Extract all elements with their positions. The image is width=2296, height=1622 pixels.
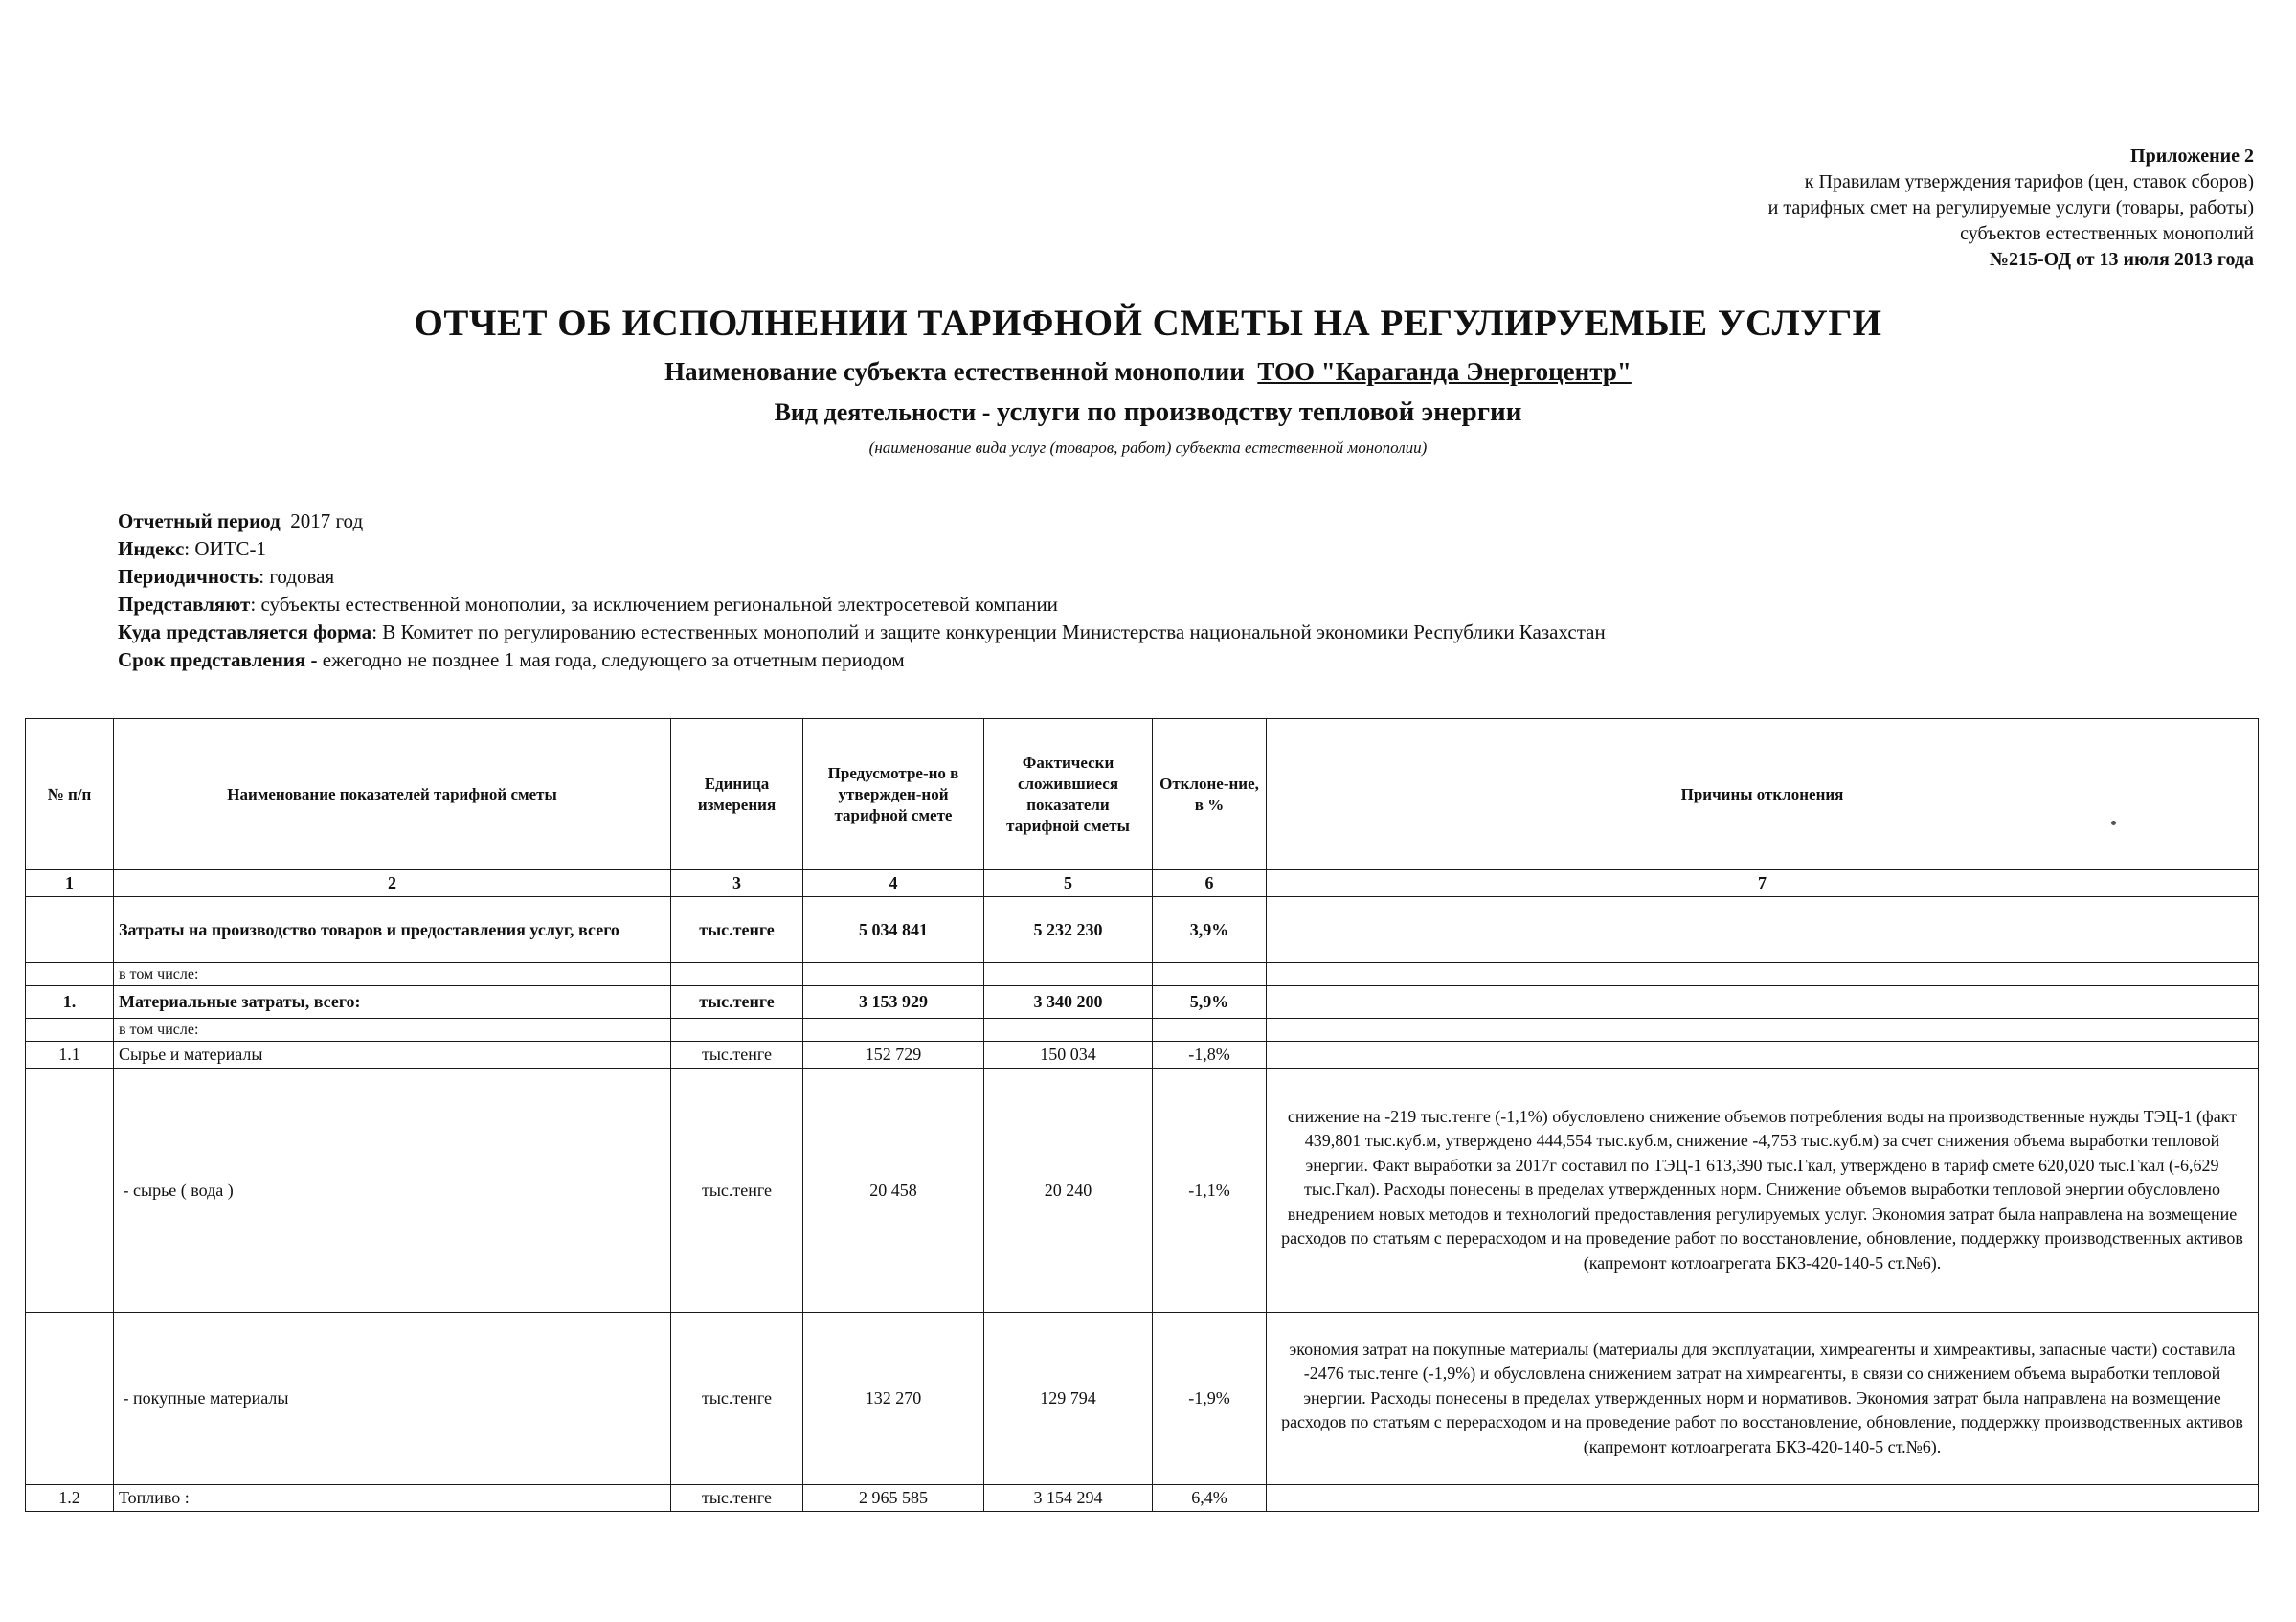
row-deviation <box>1153 1019 1267 1042</box>
col-number: 1 <box>26 870 114 897</box>
activity-line <box>0 393 2296 432</box>
col-header-unit: Единица измерения <box>671 719 803 870</box>
row-unit <box>671 1019 803 1042</box>
col-number: 2 <box>114 870 671 897</box>
appendix-order: №215-ОД от 13 июля 2013 года <box>1989 249 2254 270</box>
row-reason <box>1267 963 2259 986</box>
row-reason <box>1267 897 2259 963</box>
appendix-title: Приложение 2 <box>2130 146 2254 167</box>
row-actual: 20 240 <box>984 1069 1153 1313</box>
activity-note: (наименование вида услуг (товаров, работ) субъекта естественной монополии) <box>868 439 1428 457</box>
row-name: - покупные материалы <box>114 1313 671 1485</box>
row-name: Затраты на производство товаров и предоставления услуг, всего <box>114 897 671 963</box>
row-number <box>26 897 114 963</box>
row-number: 1.2 <box>26 1485 114 1512</box>
page-title: ОТЧЕТ ОБ ИСПОЛНЕНИИ ТАРИФНОЙ СМЕТЫ НА РЕГУЛИРУЕМЫЕ УСЛУГИ <box>414 303 1882 344</box>
row-name: Материальные затраты, всего: <box>114 986 671 1019</box>
row-reason <box>1267 1485 2259 1512</box>
meta-submitters: Представляют: субъекты естественной монополии, за исключением региональной электросетевой компании <box>118 593 1058 616</box>
appendix-line: к Правилам утверждения тарифов (цен, ставок сборов) <box>1804 171 2254 192</box>
row-reason <box>1267 1042 2259 1069</box>
row-reason <box>1267 1019 2259 1042</box>
row-planned: 152 729 <box>803 1042 984 1069</box>
row-planned: 2 965 585 <box>803 1485 984 1512</box>
entity-line <box>0 350 2296 393</box>
col-number: 7 <box>1267 870 2259 897</box>
row-deviation: -1,1% <box>1153 1069 1267 1313</box>
activity-label: Вид деятельности - <box>774 398 991 426</box>
row-name: в том числе: <box>114 963 671 986</box>
meta-deadline: Срок представления - ежегодно не позднее 1 мая года, следующего за отчетным периодом <box>118 648 905 671</box>
row-actual: 5 232 230 <box>984 897 1153 963</box>
appendix-line: и тарифных смет на регулируемые услуги (товары, работы) <box>1767 197 2254 218</box>
row-number <box>26 1019 114 1042</box>
meta-period: Отчетный период 2017 год <box>118 509 364 532</box>
table-row <box>26 1313 2259 1485</box>
row-unit <box>671 963 803 986</box>
col-header-name: Наименование показателей тарифной сметы <box>114 719 671 870</box>
row-deviation: -1,8% <box>1153 1042 1267 1069</box>
row-number <box>26 1069 114 1313</box>
table-row <box>26 963 2259 986</box>
col-number: 3 <box>671 870 803 897</box>
row-actual <box>984 963 1153 986</box>
row-reason: снижение на -219 тыс.тенге (-1,1%) обусловлено снижение объемов потребления воды на производственные нужды ТЭЦ-1 (факт 439,801 тыс.куб.м, утверждено 444,554 тыс.куб.м, снижение -4,753 тыс.куб.м) за счет снижения объема выработки тепловой энергии. Факт выработки за 2017г составил по ТЭЦ-1 613,390 тыс.Гкал, утверждено в тариф смете 620,020 тыс.Гкал (-6,629 тыс.Гкал). Расходы понесены в пределах утвержденных норм. Снижение объемов выработки тепловой энергии обусловлено внедрением новых методов и технологий предоставления регулируемых услуг. Экономия затрат была направлена на возмещение расходов по статьям с перерасходом и на проведение работ по восстановление, обновление, поддержку производственных активов (капремонт котлоагрегата БКЗ-420-140-5 ст.№6). <box>1267 1069 2259 1313</box>
row-unit: тыс.тенге <box>671 1042 803 1069</box>
row-name: - сырье ( вода ) <box>114 1069 671 1313</box>
row-planned: 20 458 <box>803 1069 984 1313</box>
meta-index: Индекс: ОИТС-1 <box>118 537 267 560</box>
row-actual <box>984 1019 1153 1042</box>
row-number <box>26 1313 114 1485</box>
col-number: 6 <box>1153 870 1267 897</box>
report-meta <box>118 507 1606 674</box>
table-row <box>26 1019 2259 1042</box>
row-planned: 3 153 929 <box>803 986 984 1019</box>
appendix-line: субъектов естественных монополий <box>1960 223 2254 244</box>
row-name: в том числе: <box>114 1019 671 1042</box>
col-header-actual: Фактически сложившиеся показатели тарифной сметы <box>984 719 1153 870</box>
row-planned <box>803 1019 984 1042</box>
meta-recipient: Куда представляется форма: В Комитет по регулированию естественных монополий и защите конкуренции Министерства национальной экономики Республики Казахстан <box>118 620 1606 643</box>
table-row <box>26 1069 2259 1313</box>
col-header-planned: Предусмотре-но в утвержден-ной тарифной смете <box>803 719 984 870</box>
table-header-row <box>26 719 2259 870</box>
row-planned <box>803 963 984 986</box>
table-row <box>26 1042 2259 1069</box>
row-name: Топливо : <box>114 1485 671 1512</box>
row-unit: тыс.тенге <box>671 1069 803 1313</box>
row-unit: тыс.тенге <box>671 1485 803 1512</box>
table-row <box>26 897 2259 963</box>
row-number: 1.1 <box>26 1042 114 1069</box>
entity-name: ТОО "Караганда Энергоцентр" <box>1257 357 1632 386</box>
meta-periodicity: Периодичность: годовая <box>118 565 335 588</box>
row-actual: 129 794 <box>984 1313 1153 1485</box>
row-deviation: 6,4% <box>1153 1485 1267 1512</box>
col-header-reason: Причины отклонения <box>1267 719 2259 870</box>
report-header <box>0 299 2296 462</box>
appendix-reference <box>1768 144 2254 273</box>
row-deviation: -1,9% <box>1153 1313 1267 1485</box>
row-unit: тыс.тенге <box>671 986 803 1019</box>
row-actual: 3 154 294 <box>984 1485 1153 1512</box>
row-number: 1. <box>26 986 114 1019</box>
activity-value: услуги по производству тепловой энергии <box>996 396 1522 427</box>
col-number: 5 <box>984 870 1153 897</box>
row-deviation: 5,9% <box>1153 986 1267 1019</box>
row-name: Сырье и материалы <box>114 1042 671 1069</box>
row-number <box>26 963 114 986</box>
table-row <box>26 1485 2259 1512</box>
column-number-row <box>26 870 2259 897</box>
row-reason <box>1267 986 2259 1019</box>
table-row <box>26 986 2259 1019</box>
row-actual: 150 034 <box>984 1042 1153 1069</box>
col-number: 4 <box>803 870 984 897</box>
entity-label: Наименование субъекта естественной монополии <box>664 357 1245 386</box>
row-unit: тыс.тенге <box>671 1313 803 1485</box>
col-header-number: № п/п <box>26 719 114 870</box>
row-deviation <box>1153 963 1267 986</box>
tariff-report-table <box>25 718 2259 1512</box>
row-planned: 5 034 841 <box>803 897 984 963</box>
row-reason: экономия затрат на покупные материалы (материалы для эксплуатации, химреагенты и химреактивы, запасные части) составила -2476 тыс.тенге (-1,9%) и обусловлена снижением затрат на химреагенты, в связи со снижением объема выработки тепловой энергии. Расходы понесены в пределах утвержденных норм и нормативов. Экономия затрат была направлена на возмещение расходов по статьям с перерасходом и на проведение работ по восстановление, обновление, поддержку производственных активов (капремонт котлоагрегата БКЗ-420-140-5 ст.№6). <box>1267 1313 2259 1485</box>
col-header-deviation: Отклоне-ние, в % <box>1153 719 1267 870</box>
row-planned: 132 270 <box>803 1313 984 1485</box>
row-unit: тыс.тенге <box>671 897 803 963</box>
row-actual: 3 340 200 <box>984 986 1153 1019</box>
row-deviation: 3,9% <box>1153 897 1267 963</box>
